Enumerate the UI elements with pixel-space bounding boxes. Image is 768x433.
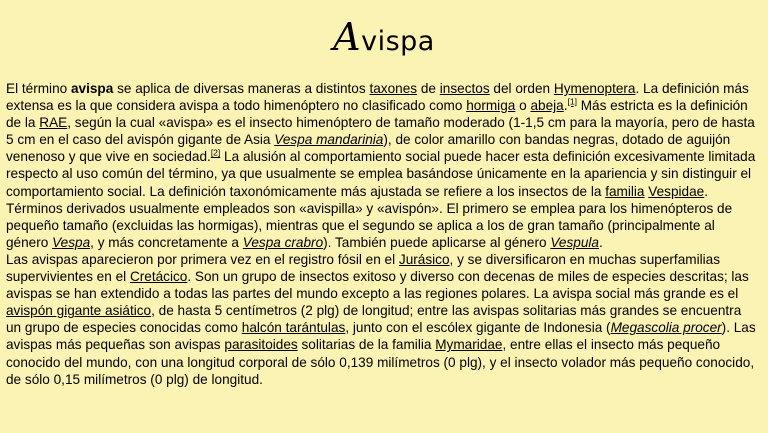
text-run: . (563, 98, 568, 114)
text-run: del orden (489, 81, 554, 96)
paragraph-history (6, 251, 760, 388)
text-run: . (598, 234, 603, 250)
text-run: El término (6, 81, 71, 96)
link-insectos[interactable]: insectos (439, 81, 490, 96)
text-run: de (417, 81, 440, 96)
species-name: Vespa crabro (242, 234, 324, 250)
link-vespula[interactable] (550, 235, 599, 250)
title-initial: A (333, 15, 362, 59)
text-run: , junto con el escólex gigante de Indonesia ( (345, 320, 611, 336)
text-run: Más estricta es la definición de la (6, 98, 748, 131)
text-run: , y se diversificaron en muchas superfamilias supervivientes en el (6, 251, 721, 285)
reference-link-2[interactable]: [2] (210, 147, 221, 158)
text-run: . (704, 183, 708, 199)
species-name: Megascolia procer (610, 320, 722, 336)
text-run: solitarias de la familia (297, 337, 436, 353)
text-run: ), de color amarillo con bandas negras, dotado de aguijón venenoso y que vive en sociedad. (6, 132, 731, 165)
text-run: , de hasta 5 centímetros (2 plg) de longitud; entre las avispas solitarias más grandes se encuentra un grupo de especies conocidas como (6, 303, 742, 336)
link-vespa-crabro[interactable] (243, 235, 323, 250)
genus-name: Vespula (550, 234, 599, 250)
paragraph-definition (6, 80, 760, 200)
text-run: , entre ellas el insecto más pequeño conocido del mundo, con una longitud corporal de sólo 0,139 milímetros (0 plg), y el insecto volador más pequeño conocido, de sólo 0,15 milímetros (0 plg) de longitud. (6, 337, 755, 387)
link-jurasico[interactable]: Jurásico (398, 251, 450, 267)
text-run: ). Las avispas más pequeñas son avispas (6, 320, 756, 353)
article-body (6, 80, 760, 388)
page-title (0, 17, 768, 57)
text-run: . Son un grupo de insectos exitoso y diverso con decenas de miles de especies descritas; las avispas se han extendido a todas las partes del mundo excepto a las regiones polares. La avispa social más grande es el (6, 269, 749, 302)
link-mymaridae[interactable]: Mymaridae (435, 337, 503, 353)
text-run: o (515, 98, 531, 114)
link-abeja[interactable]: abeja (530, 98, 564, 114)
link-rae[interactable]: RAE (39, 115, 68, 131)
text-run: ). También puede aplicarse al género (323, 234, 551, 250)
link-parasitoides[interactable]: parasitoides (224, 337, 298, 353)
species-name: Vespa mandarinia (274, 132, 384, 148)
link-familia[interactable]: familia (605, 183, 645, 199)
link-hymenoptera[interactable]: Hymenoptera (553, 81, 636, 96)
text-run: . La definición más extensa es la que considera avispa a todo himenóptero no clasificado como (6, 81, 749, 114)
reference-link-1[interactable]: [1] (567, 96, 577, 107)
text-run: Términos derivados usualmente empleados son «avispilla» y «avispón». El primero se emplea para los himenópteros de pequeño tamaño (excluidas las hormigas), mientras que el segundo se aplica a los de gran tamaño (principalmente al género (6, 200, 733, 250)
link-hormiga[interactable]: hormiga (466, 98, 516, 114)
text-run: , y más concretamente a (90, 234, 243, 250)
link-megascolia-procer[interactable] (611, 320, 722, 335)
bold-term-avispa: avispa (70, 81, 114, 96)
link-vespidae[interactable]: Vespidae (648, 183, 705, 199)
title-rest: vispa (361, 26, 435, 57)
text-run: , según la cual «avispa» es el insecto himenóptero de tamaño moderado (1-1,5 cm para la mayoría, pero de hasta 5 cm en el caso del avispón gigante de Asia (6, 115, 755, 148)
text-run: se aplica de diversas maneras a distintos (113, 81, 370, 96)
link-vespa-mandarinia[interactable] (274, 132, 383, 147)
link-avispon-gigante-asiatico[interactable]: avispón gigante asiático (6, 303, 152, 319)
paragraph-derived-terms (6, 200, 760, 251)
text-run: La alusión al comportamiento social puede hacer esta definición excesivamente limitada respecto al uso común del término, ya que usualmente se emplea basándose únicamente en la apariencia y sin distinguir el comportamiento social. La definición taxonómicamente más ajustada se refiere a los insectos de la (6, 149, 756, 199)
genus-name: Vespa (52, 234, 91, 250)
link-taxones[interactable]: taxones (369, 81, 418, 96)
link-vespa[interactable] (52, 235, 90, 250)
link-halcon-tarantulas[interactable]: halcón tarántulas (241, 320, 346, 336)
link-cretacico[interactable]: Cretácico (129, 269, 188, 285)
text-run: Las avispas aparecieron por primera vez en el registro fósil en el (6, 251, 399, 267)
